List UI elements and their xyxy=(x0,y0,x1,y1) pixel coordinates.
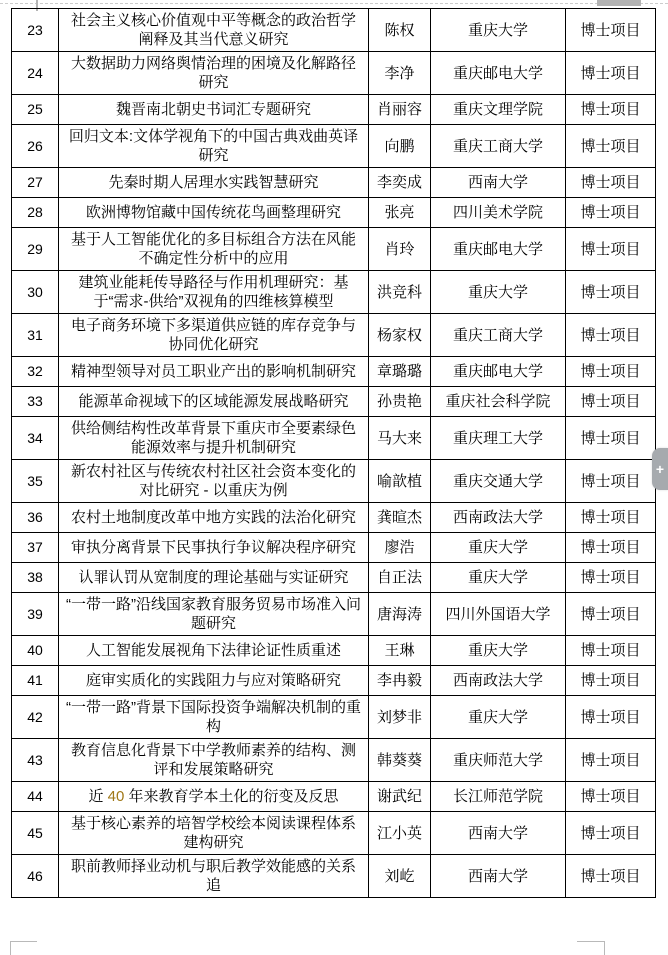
project-type-cell: 博士项目 xyxy=(566,666,656,696)
university-cell: 重庆邮电大学 xyxy=(431,228,566,271)
project-type-cell: 博士项目 xyxy=(566,812,656,855)
leader-name-cell: 刘屹 xyxy=(369,855,431,898)
university-cell: 重庆大学 xyxy=(431,271,566,314)
leader-name-cell: 喻歆植 xyxy=(369,460,431,503)
project-type-cell: 博士项目 xyxy=(566,168,656,198)
row-number-cell: 28 xyxy=(12,198,59,228)
row-number-cell: 38 xyxy=(12,563,59,593)
row-number-cell: 40 xyxy=(12,636,59,666)
project-type-cell: 博士项目 xyxy=(566,533,656,563)
table-row xyxy=(12,125,656,168)
university-cell: 重庆大学 xyxy=(431,696,566,739)
table-row xyxy=(12,95,656,125)
university-cell: 重庆社会科学院 xyxy=(431,387,566,417)
scroll-plus-button[interactable] xyxy=(652,448,668,490)
leader-name-cell: 肖玲 xyxy=(369,228,431,271)
leader-name-cell: 刘梦非 xyxy=(369,696,431,739)
project-title-cell: 基于人工智能优化的多目标组合方法在风能不确定性分析中的应用 xyxy=(59,228,369,271)
project-title-cell: 人工智能发展视角下法律论证性质重述 xyxy=(59,636,369,666)
leader-name-cell: 李奕成 xyxy=(369,168,431,198)
university-cell: 长江师范学院 xyxy=(431,782,566,812)
table-row xyxy=(12,855,656,898)
row-number-cell: 23 xyxy=(12,9,59,52)
project-type-cell: 博士项目 xyxy=(566,855,656,898)
university-cell: 重庆交通大学 xyxy=(431,460,566,503)
project-title-cell: 先秦时期人居理水实践智慧研究 xyxy=(59,168,369,198)
table-row xyxy=(12,666,656,696)
university-cell: 重庆大学 xyxy=(431,533,566,563)
table-row xyxy=(12,168,656,198)
project-title-cell: 教育信息化背景下中学教师素养的结构、测评和发展策略研究 xyxy=(59,739,369,782)
leader-name-cell: 唐海涛 xyxy=(369,593,431,636)
project-title-cell: 供给侧结构性改革背景下重庆市全要素绿色能源效率与提升机制研究 xyxy=(59,417,369,460)
project-title-cell: “一带一路”沿线国家教育服务贸易市场准入问题研究 xyxy=(59,593,369,636)
project-title-cell: 认罪认罚从宽制度的理论基础与实证研究 xyxy=(59,563,369,593)
project-type-cell: 博士项目 xyxy=(566,357,656,387)
table-row xyxy=(12,593,656,636)
row-number-cell: 35 xyxy=(12,460,59,503)
row-number-cell: 29 xyxy=(12,228,59,271)
project-title-cell: 精神型领导对员工职业产出的影响机制研究 xyxy=(59,357,369,387)
table-row xyxy=(12,812,656,855)
project-title-cell: 农村土地制度改革中地方实践的法治化研究 xyxy=(59,503,369,533)
university-cell: 西南政法大学 xyxy=(431,503,566,533)
leader-name-cell: 孙贵艳 xyxy=(369,387,431,417)
university-cell: 西南大学 xyxy=(431,812,566,855)
table-row xyxy=(12,387,656,417)
leader-name-cell: 韩葵葵 xyxy=(369,739,431,782)
row-number-cell: 24 xyxy=(12,52,59,95)
project-type-cell: 博士项目 xyxy=(566,593,656,636)
row-number-cell: 34 xyxy=(12,417,59,460)
project-title-cell: 能源革命视域下的区域能源发展战略研究 xyxy=(59,387,369,417)
title-text-part: 年来教育学本土化的衍变及反思 xyxy=(124,788,339,805)
table-row xyxy=(12,739,656,782)
title-text-part: 近 xyxy=(88,788,108,805)
project-type-cell: 博士项目 xyxy=(566,198,656,228)
project-title-cell: 回归文本:文体学视角下的中国古典戏曲英译研究 xyxy=(59,125,369,168)
project-type-cell: 博士项目 xyxy=(566,460,656,503)
university-cell: 重庆邮电大学 xyxy=(431,52,566,95)
project-title-cell: 建筑业能耗传导路径与作用机理研究：基于“需求-供给”双视角的四维核算模型 xyxy=(59,271,369,314)
table-row xyxy=(12,52,656,95)
leader-name-cell: 杨家权 xyxy=(369,314,431,357)
project-type-cell: 博士项目 xyxy=(566,95,656,125)
leader-name-cell: 陈权 xyxy=(369,9,431,52)
table-row xyxy=(12,636,656,666)
university-cell: 四川美术学院 xyxy=(431,198,566,228)
project-title-cell: 新农村社区与传统农村社区社会资本变化的对比研究 - 以重庆为例 xyxy=(59,460,369,503)
text-boundary-corner-bottom-right xyxy=(577,941,605,955)
university-cell: 西南大学 xyxy=(431,855,566,898)
row-number-cell: 36 xyxy=(12,503,59,533)
leader-name-cell: 洪竞科 xyxy=(369,271,431,314)
project-type-cell: 博士项目 xyxy=(566,503,656,533)
project-title-cell: 基于核心素养的培智学校绘本阅读课程体系建构研究 xyxy=(59,812,369,855)
table-row xyxy=(12,533,656,563)
university-cell: 重庆理工大学 xyxy=(431,417,566,460)
project-title-cell: 魏晋南北朝史书词汇专题研究 xyxy=(59,95,369,125)
leader-name-cell: 谢武纪 xyxy=(369,782,431,812)
row-number-cell: 25 xyxy=(12,95,59,125)
leader-name-cell: 马大来 xyxy=(369,417,431,460)
project-title-cell: 社会主义核心价值观中平等概念的政治哲学阐释及其当代意义研究 xyxy=(59,9,369,52)
university-cell: 重庆工商大学 xyxy=(431,125,566,168)
table-row xyxy=(12,357,656,387)
row-number-cell: 26 xyxy=(12,125,59,168)
university-cell: 重庆工商大学 xyxy=(431,314,566,357)
row-number-cell: 30 xyxy=(12,271,59,314)
project-type-cell: 博士项目 xyxy=(566,387,656,417)
row-number-cell: 42 xyxy=(12,696,59,739)
row-number-cell: 41 xyxy=(12,666,59,696)
leader-name-cell: 章璐璐 xyxy=(369,357,431,387)
title-text-part: 40 xyxy=(107,788,125,805)
table-row xyxy=(12,271,656,314)
table-row xyxy=(12,198,656,228)
project-title-cell: 电子商务环境下多渠道供应链的库存竞争与协同优化研究 xyxy=(59,314,369,357)
leader-name-cell: 廖浩 xyxy=(369,533,431,563)
university-cell: 重庆大学 xyxy=(431,9,566,52)
table-row xyxy=(12,460,656,503)
project-title-cell: 大数据助力网络舆情治理的困境及化解路径研究 xyxy=(59,52,369,95)
table-row xyxy=(12,782,656,812)
leader-name-cell: 李净 xyxy=(369,52,431,95)
university-cell: 重庆邮电大学 xyxy=(431,357,566,387)
leader-name-cell: 李冉毅 xyxy=(369,666,431,696)
table-row xyxy=(12,9,656,52)
project-type-cell: 博士项目 xyxy=(566,417,656,460)
table-row xyxy=(12,228,656,271)
project-title-cell: 职前教师择业动机与职后教学效能感的关系追 xyxy=(59,855,369,898)
projects-table-body xyxy=(12,9,656,898)
row-number-cell: 31 xyxy=(12,314,59,357)
university-cell: 重庆文理学院 xyxy=(431,95,566,125)
project-type-cell: 博士项目 xyxy=(566,696,656,739)
leader-name-cell: 江小英 xyxy=(369,812,431,855)
table-row xyxy=(12,314,656,357)
row-number-cell: 44 xyxy=(12,782,59,812)
project-type-cell: 博士项目 xyxy=(566,636,656,666)
university-cell: 西南政法大学 xyxy=(431,666,566,696)
project-type-cell: 博士项目 xyxy=(566,782,656,812)
project-title-cell: 庭审实质化的实践阻力与应对策略研究 xyxy=(59,666,369,696)
university-cell: 重庆大学 xyxy=(431,563,566,593)
top-right-gray-bar xyxy=(597,0,641,6)
project-type-cell: 博士项目 xyxy=(566,9,656,52)
project-type-cell: 博士项目 xyxy=(566,739,656,782)
university-cell: 西南大学 xyxy=(431,168,566,198)
row-number-cell: 39 xyxy=(12,593,59,636)
row-number-cell: 37 xyxy=(12,533,59,563)
table-row xyxy=(12,696,656,739)
projects-table xyxy=(11,8,656,898)
row-number-cell: 33 xyxy=(12,387,59,417)
leader-name-cell: 张亮 xyxy=(369,198,431,228)
leader-name-cell: 王琳 xyxy=(369,636,431,666)
row-number-cell: 46 xyxy=(12,855,59,898)
project-title-cell xyxy=(59,782,369,812)
table-row xyxy=(12,417,656,460)
leader-name-cell: 肖丽容 xyxy=(369,95,431,125)
project-type-cell: 博士项目 xyxy=(566,563,656,593)
table-row xyxy=(12,563,656,593)
project-type-cell: 博士项目 xyxy=(566,314,656,357)
university-cell: 四川外国语大学 xyxy=(431,593,566,636)
table-row xyxy=(12,503,656,533)
project-type-cell: 博士项目 xyxy=(566,228,656,271)
university-cell: 重庆师范大学 xyxy=(431,739,566,782)
leader-name-cell: 龚暄杰 xyxy=(369,503,431,533)
project-type-cell: 博士项目 xyxy=(566,271,656,314)
row-number-cell: 45 xyxy=(12,812,59,855)
page-boundary-dashed-line xyxy=(0,3,668,4)
project-title-cell: “一带一路”背景下国际投资争端解决机制的重构 xyxy=(59,696,369,739)
row-number-cell: 27 xyxy=(12,168,59,198)
project-type-cell: 博士项目 xyxy=(566,125,656,168)
project-title-cell: 审执分离背景下民事执行争议解决程序研究 xyxy=(59,533,369,563)
row-number-cell: 32 xyxy=(12,357,59,387)
university-cell: 重庆大学 xyxy=(431,636,566,666)
project-type-cell: 博士项目 xyxy=(566,52,656,95)
project-title-cell: 欧洲博物馆藏中国传统花鸟画整理研究 xyxy=(59,198,369,228)
text-boundary-corner-bottom-left xyxy=(10,941,37,955)
row-number-cell: 43 xyxy=(12,739,59,782)
leader-name-cell: 自正法 xyxy=(369,563,431,593)
plus-icon: + xyxy=(655,461,665,477)
leader-name-cell: 向鹏 xyxy=(369,125,431,168)
